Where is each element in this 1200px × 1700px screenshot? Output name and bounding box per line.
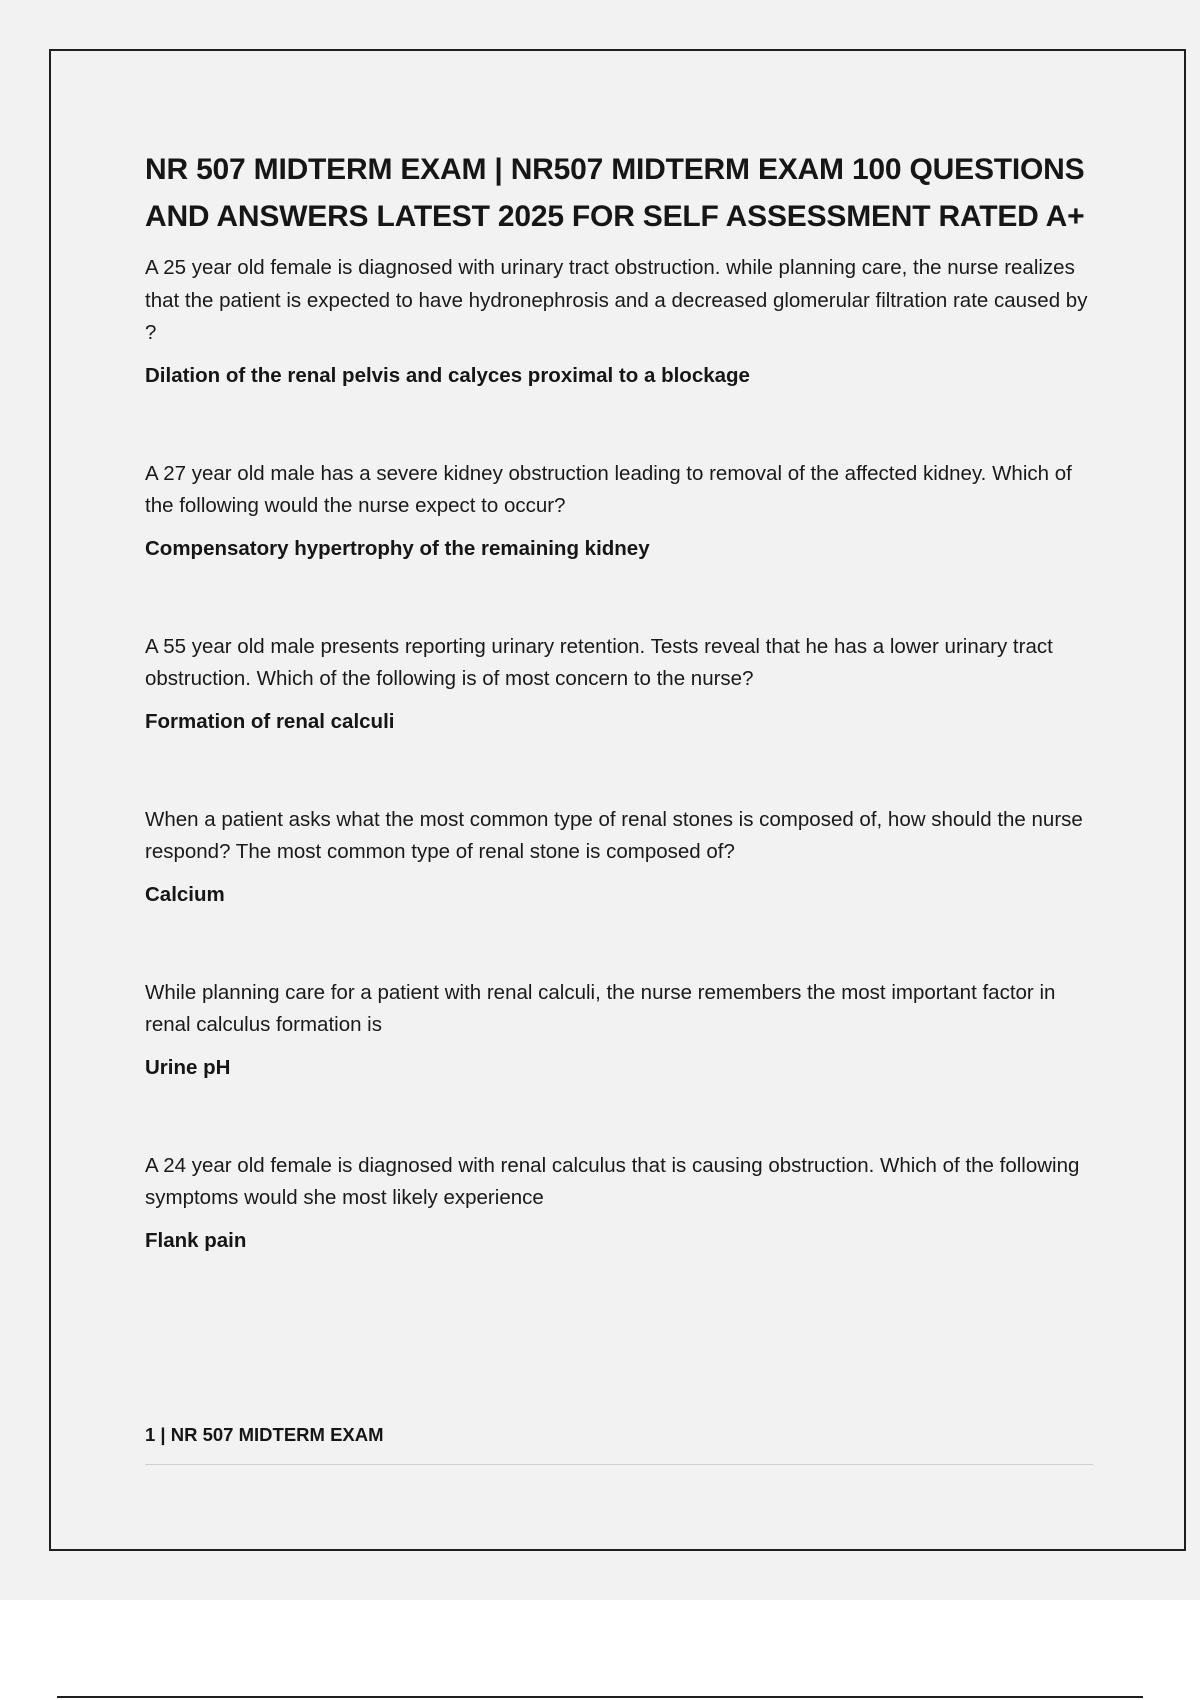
answer-text: Compensatory hypertrophy of the remaining kidney xyxy=(145,536,650,560)
footer-text: 1 | NR 507 MIDTERM EXAM xyxy=(145,1424,384,1445)
answer-text: Dilation of the renal pelvis and calyces proximal to a blockage xyxy=(145,363,750,387)
qa-item xyxy=(145,1150,1095,1255)
footer-divider xyxy=(145,1464,1093,1465)
qa-item xyxy=(145,252,1095,390)
question-text: A 24 year old female is diagnosed with renal calculus that is causing obstruction. Which of the following symptoms would she most likely experience xyxy=(145,1153,1080,1209)
qa-item xyxy=(145,804,1095,909)
question-text: A 55 year old male presents reporting urinary retention. Tests reveal that he has a lower urinary tract obstruction. Which of the following is of most concern to the nurse? xyxy=(145,634,1053,690)
question-text: A 25 year old female is diagnosed with urinary tract obstruction. while planning care, the nurse realizes that the patient is expected to have hydronephrosis and a decreased glomerular filtration rate caused by ? xyxy=(145,256,1088,344)
qa-item xyxy=(145,458,1095,563)
answer-text: Formation of renal calculi xyxy=(145,709,395,733)
next-page-divider xyxy=(57,1696,1143,1698)
question-text: When a patient asks what the most common type of renal stones is composed of, how should the nurse respond? The most common type of renal stone is composed of? xyxy=(145,807,1083,863)
answer-text: Calcium xyxy=(145,882,225,906)
question-text: While planning care for a patient with renal calculi, the nurse remembers the most important factor in renal calculus formation is xyxy=(145,980,1056,1036)
answer-text: Urine pH xyxy=(145,1055,231,1079)
qa-item xyxy=(145,631,1095,736)
question-text: A 27 year old male has a severe kidney obstruction leading to removal of the affected kidney. Which of the following would the nurse expect to occur? xyxy=(145,461,1072,517)
answer-text: Flank pain xyxy=(145,1228,247,1252)
page-title: NR 507 MIDTERM EXAM | NR507 MIDTERM EXAM 100 QUESTIONS AND ANSWERS LATEST 2025 FOR SELF ASSESSMENT RATED A+ xyxy=(145,153,1085,233)
qa-item xyxy=(145,977,1095,1082)
document-body xyxy=(145,146,1095,1255)
page-footer xyxy=(145,1422,1093,1465)
